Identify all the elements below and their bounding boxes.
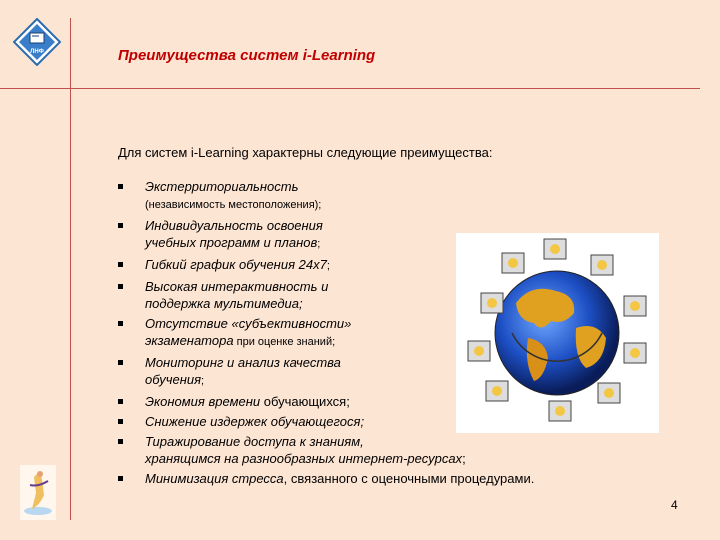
slide-title: Преимущества систем i-Learning (118, 47, 376, 64)
horizontal-rule (0, 88, 700, 89)
bullet-icon (118, 476, 123, 481)
bullet-icon (118, 360, 123, 365)
bullet-icon (118, 223, 123, 228)
list-item: Гибкий график обучения 24х7; (118, 256, 678, 275)
bullet-icon (118, 284, 123, 289)
list-item: Экстерриториальность (независимость местоположения); (118, 178, 678, 214)
vertical-rule (70, 18, 71, 520)
bullet-icon (118, 399, 123, 404)
list-item: Отсутствие «субъективности» экзаменатора при оценке знаний; (118, 315, 678, 351)
logo-diamond-icon (13, 18, 61, 66)
bullet-icon (118, 321, 123, 326)
bullet-icon (118, 439, 123, 444)
bullet-icon (118, 184, 123, 189)
list-item: Высокая интерактивность и поддержка мультимедиа; (118, 278, 678, 312)
dancer-figure-icon (20, 465, 56, 520)
list-item: Индивидуальность освоения учебных программ и планов; (118, 217, 678, 253)
list-item: Снижение издержек обучающегося; (118, 413, 678, 430)
intro-text: Для систем i-Learning характерны следующие преимущества: (118, 145, 493, 160)
bullet-icon (118, 262, 123, 267)
logo-text: ЛНФ (30, 49, 44, 55)
list-item: Мониторинг и анализ качества обучения; (118, 354, 678, 390)
list-item: Минимизация стресса, связанного с оценочными процедурами. (118, 470, 678, 487)
list-item: Экономия времени обучающихся; (118, 393, 678, 410)
list-item: Тиражирование доступа к знаниям, хранящимся на разнообразных интернет-ресурсах; (118, 433, 678, 467)
globe-network-image (456, 233, 659, 433)
page-number: 4 (671, 498, 678, 512)
bullet-icon (118, 419, 123, 424)
